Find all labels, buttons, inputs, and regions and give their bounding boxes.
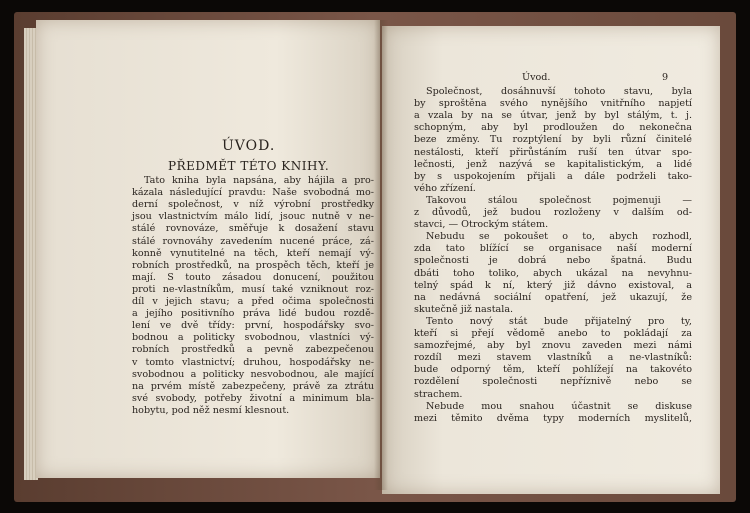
text-line: svobodnou a politicky nesvobodnou, ale mající — [132, 368, 374, 380]
text-line: samozřejmé, aby byl znovu zaveden mezi námi — [414, 340, 692, 352]
text-line: by sproštěna svého nynějšího vnitřního napjetí — [414, 98, 692, 110]
text-line: bude odporný těm, kteří pohlížejí na takovéto — [414, 364, 692, 376]
text-line: Společnost, dosáhnuvší tohoto stavu, byla — [426, 86, 692, 97]
book-gutter — [374, 20, 388, 490]
text-line: kteří si přejí vědomě anebo to pokládají za — [414, 328, 692, 339]
text-line: stálé rovnováze, směřuje k dosažení stavu — [132, 223, 374, 235]
text-line: mají. S touto zásadou donucení, použitou — [132, 271, 374, 283]
text-line: by s uspokojením přijali a dále podrželi tako- — [414, 170, 692, 182]
text-line: lečnosti, jenž nazývá se kapitalistickým, a lidé — [414, 158, 692, 170]
text-line: robních prostředků a pevně zabezpečenou — [132, 344, 374, 356]
text-line: díl v jejich stavu; a před očima společnosti — [132, 296, 374, 307]
text-line: v tomto vlastnictví; druhou, hospodářsky ne- — [132, 356, 374, 368]
chapter-subheading: PŘEDMĚT TÉTO KNIHY. — [168, 159, 330, 173]
text-line: Nebudu se pokoušet o to, abych rozhodl, — [426, 231, 692, 243]
text-line: telný spád k ní, který již dávno existoval, a — [414, 279, 692, 291]
running-head: Úvod. — [522, 72, 551, 83]
text-line: z důvodů, jež budou rozloženy v dalším od- — [414, 207, 692, 218]
left-page — [36, 20, 380, 478]
text-line: schopným, aby byl prodloužen do nekonečna — [414, 122, 692, 134]
text-line: skutečně již nastala. — [414, 303, 514, 315]
right-page — [382, 26, 720, 494]
text-line: Tento nový stát bude přijatelný pro ty, — [426, 315, 692, 327]
text-line: stálé rovnováhy zavedením nucené práce, zá- — [132, 235, 374, 247]
text-line: stavci, — Otrockým státem. — [414, 219, 549, 231]
text-line: lení ve dvě třídy: první, hospodářsky svo- — [132, 320, 374, 332]
text-line: a jejího positivního práva lidé budou rozdě- — [132, 308, 374, 320]
text-line: jsou vlastnictvím málo lidí, jsouc nutně v ne- — [132, 211, 374, 223]
text-line: a vzala by na se útvar, jenž by byl stálým, t. j. — [414, 110, 692, 122]
text-line: konně vynutitelné na těch, kteří nemají vý- — [132, 247, 374, 259]
text-line: nestálosti, kteří přirůstáním ruší ten útvar spo- — [414, 146, 692, 158]
text-line: proti ne-vlastníkům, musí také vzniknout roz- — [132, 283, 374, 295]
text-line: bodnou a politicky svobodnou, vlastníci vý- — [132, 332, 374, 344]
text-line: Nebude mou snahou účastnit se diskuse — [426, 400, 692, 412]
text-line: zda tato blížící se organisace naší moderní — [414, 243, 692, 255]
text-line: robních prostředků, na prospěch těch, kteří je — [132, 259, 374, 271]
text-line: hobytu, pod něž nesmí klesnout. — [132, 404, 290, 416]
text-line: své svobody, potřeby životní a minimum bla- — [132, 392, 374, 404]
text-line: rozdíl mezi stavem vlastníků a ne-vlastníků: — [414, 352, 692, 364]
text-line: Takovou stálou společnost pojmenuji — — [426, 194, 692, 206]
page-number: 9 — [662, 72, 669, 83]
text-line: beze změny. Tu rozptýlení by byli různí činitelé — [414, 134, 692, 146]
text-line: Tato kniha byla napsána, aby hájila a pro- — [144, 175, 374, 186]
chapter-heading: ÚVOD. — [222, 138, 276, 154]
text-line: na nedávná sociální opatření, jež ukazují, že — [414, 291, 692, 303]
text-line: mezi těmito dvěma typy moderních myslitelů, — [414, 412, 692, 424]
text-line: na prvém místě zabezpečeny, právě za ztrátu — [132, 380, 374, 392]
text-line: dbáti toho toliko, abych ukázal na nevyhnu- — [414, 267, 692, 279]
text-line: rozdělení společnosti nepříznivě nebo se — [414, 376, 692, 388]
text-line: kázala následující pravdu: Naše svobodná mo- — [132, 187, 374, 199]
text-line: společnosti je dobrá nebo špatná. Budu — [414, 255, 692, 267]
text-line: derní společnost, v níž výrobní prostředky — [132, 199, 374, 211]
text-line: strachem. — [414, 388, 463, 400]
text-line: vého zřízení. — [414, 182, 476, 194]
